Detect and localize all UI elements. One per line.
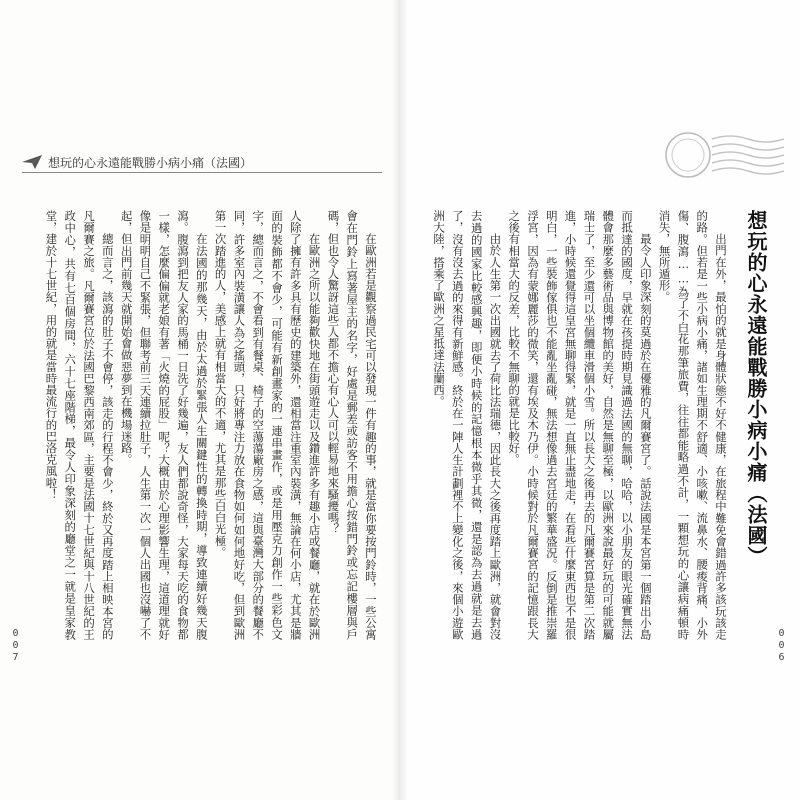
right-page-body [432, 210, 730, 640]
page-number-right: 006 [776, 628, 787, 664]
paragraph: 在歐洲若是觀察過民宅可以發現一件有趣的事，就是當你要按門鈴時，一些公寓會在門鈴上寫著屋主的名字，好處是郵差或訪客不用擔心按錯門鈴或忘記樓層與戶碼，但也令人驚訝這些人都不擔心有心人可以輕易地來騷擾嗎？ [326, 210, 378, 640]
paper-plane-icon [22, 155, 42, 169]
paragraph: 由於人生第一次出國就去了荷比法瑞德，因此長大之後再度踏上歐洲，就會對沒去過的國家比較感興趣，即便小時候的記憶根本微乎其微，還是認為去過就是去過了，沒有沒去過的來得有新鮮感。終於在一陣人生計劃裡不上變化之後，來個小遊歐洲大陸，搭乘了歐洲之星抵達法蘭西。 [432, 210, 503, 640]
left-page-body [28, 210, 380, 640]
paragraph: 最令人印象深刻的莫過於在優雅的凡爾賽宮了。話說法國是本宮第一個踏出小島而抵達的國度，早就在孩提時期見識過法國的無聊，哈哈，以小朋友的眼光確實無法體會那麼多藝術品與博物館的美好，自然是無聊至極，以歐洲來說最好玩的可能就屬瑞士了，至少還可以坐個纜車滑個小雪。所以長大之後再去的凡爾賽宮算是第二次踏進，小時候還覺得這皇宮無聊得緊，就是一直無止盡地走，在看些什麼東西也不是很明白，一些裝飾傢俱也不能亂坐亂碰，無法想像過去宮廷的繁華盛況。反倒是推崇羅浮宮，因為有蒙娜麗莎的微笑，還有埃及木乃伊。小時候對於凡爾賽宮的記憶跟長大之後有相當大的反差，比較不無聊的就是比較好。 [507, 210, 653, 640]
paragraph: 總而言之，該瀉的肚子不會停，該走的行程不會少，終於又再度踏上相映本宮的凡爾賽之旅。凡爾賽宮位於法國巴黎西南郊區，主要是法國十七世紀與十八世紀的王政中心，共有七百個房間，六十七座階梯，最令人印象深刻的廳堂之一就是皇家教堂，建於十七世紀，用的就是當時最流行的巴洛克風啦！ [44, 210, 115, 640]
chapter-title: 想玩的心永遠能戰勝小病小痛（法國） [744, 210, 768, 567]
paragraph: 在歐洲之所以能夠歡快地在街頭遊走以及鑽進許多有趣小店或餐廳，就在於歐洲人除了擁有許多具有歷史的建築外，還相當注重室內裝潢，無論在何小店，尤其是牆面的裝飾都不會少，可能有新創畫家的一連串畫作，或是用壓克力創作一些彩色文字，總而言之，不會看到有餐桌、椅子的空蕩蕩廠房之感，這與臺灣大部分的餐廳不同，許多室內裝潢讓人為之搖頭，只好將專注力放在食物如何如何地好吃，但到歐洲第一次踏進的人，美感上就有相當大的不適，尤其是那些白白光極。 [213, 210, 322, 640]
paragraph: 在法國的那幾天，由於太過於緊張人生關鍵性的轉換時期，導致連續好幾天腹瀉。腹瀉到把友人家的馬桶一日洗了好幾遍，友人們都說奇怪，大家每天吃的食物都一樣，怎麼偏偏就老娘有著「火燒的屁股」呢？大概由於心理影響生理，這道理就好像是明明自己不緊張，但聯考前三天連續拉肚子，人生第一次一個人出國也沒嚇了不起，但出門前幾天就開始會做惡夢到在機場迷路。 [119, 210, 209, 640]
postmark-stamp-icon [660, 125, 785, 185]
book-gutter [392, 0, 408, 800]
running-header-text: 想玩的心永遠能戰勝小病小痛（法國） [48, 155, 253, 170]
header-rule [22, 172, 382, 173]
page-number-left: 007 [10, 628, 21, 664]
running-header [22, 154, 252, 170]
paragraph: 出門在外，最怕的就是身體狀態不好不健康，在旅程中難免會錯過許多該玩該走的路。但若是一些小病小痛，諸如生理期不舒適、小咳嗽、流鼻水、腰痠背痛、小外傷、腹瀉……為了不白花那筆旅費，往往都能略過不計，一顆想玩的心讓病痛頓時消失，無所遁形。 [657, 210, 728, 640]
